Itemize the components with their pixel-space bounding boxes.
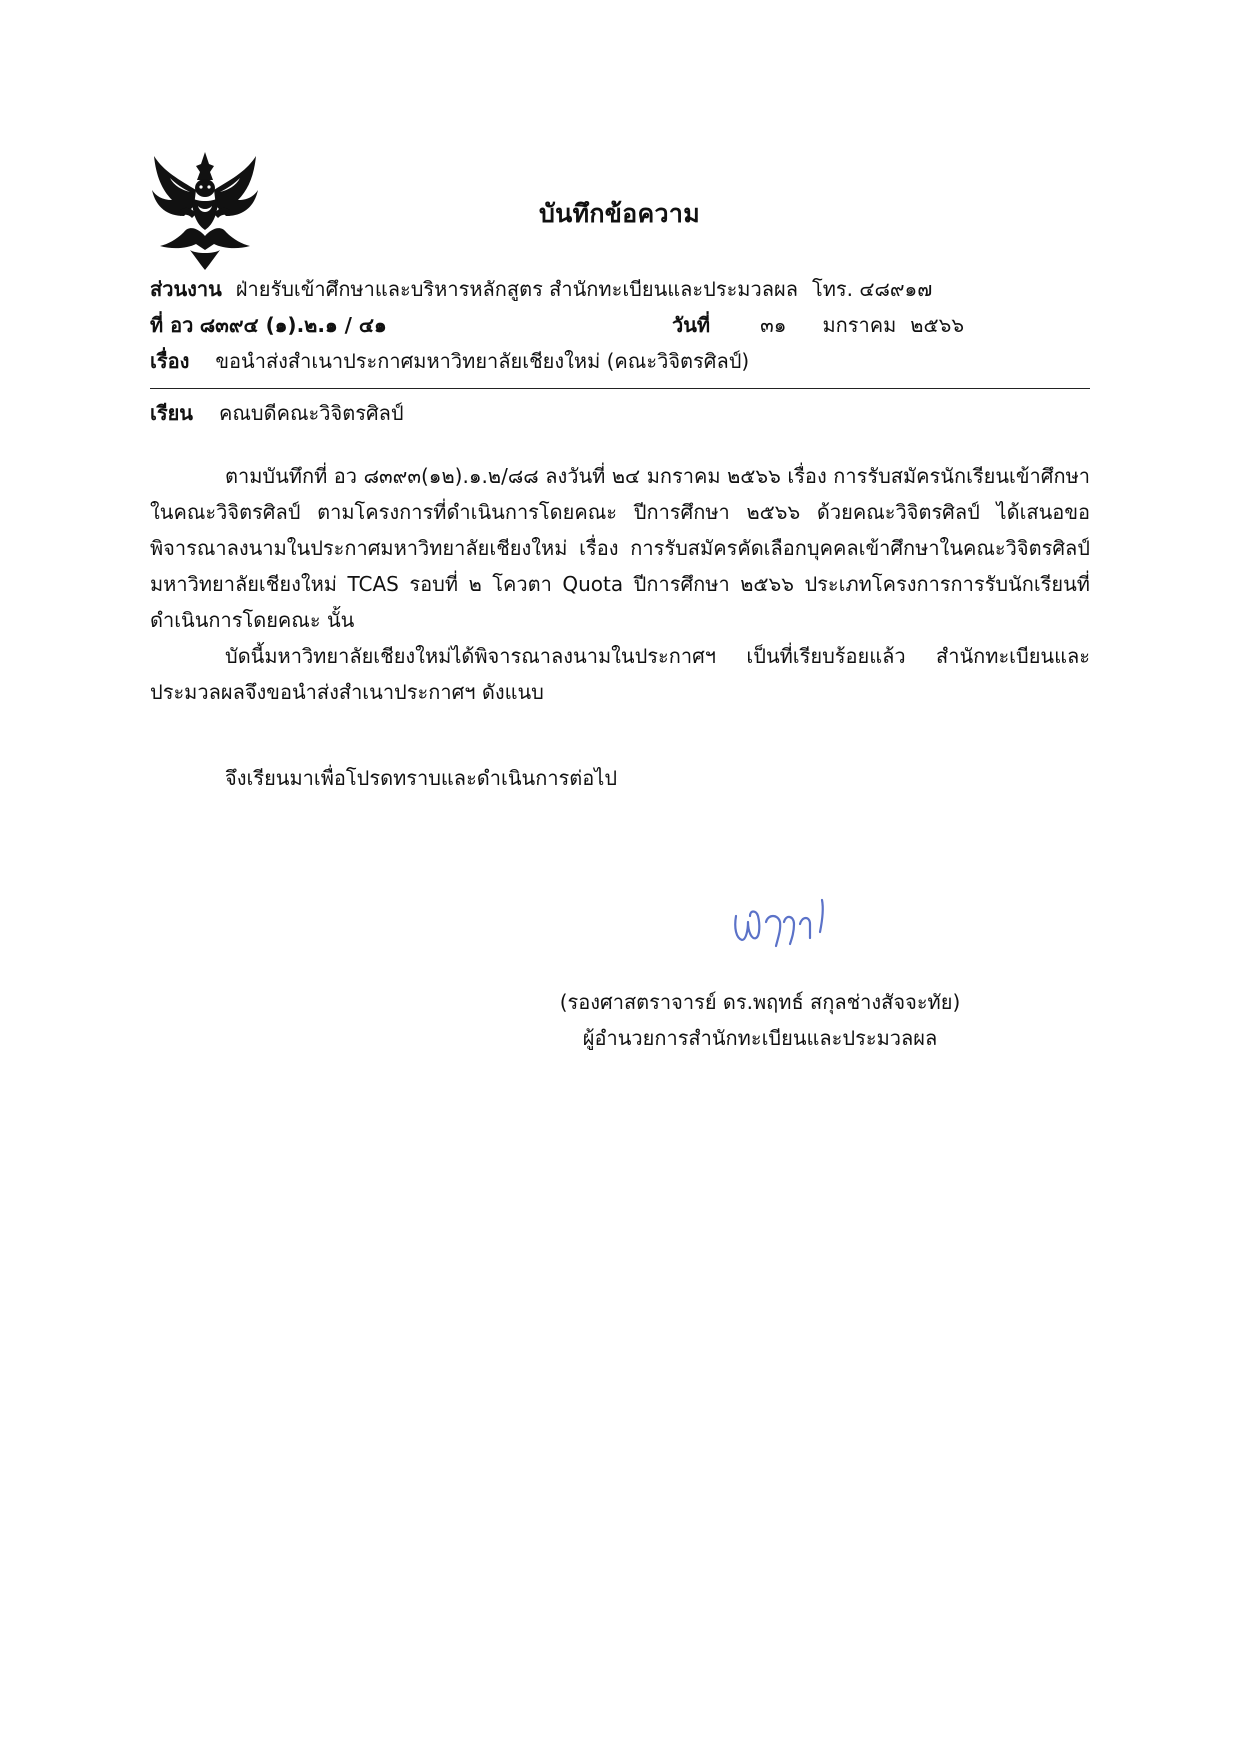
body-paragraph-1: ตามบันทึกที่ อว ๘๓๙๓(๑๒).๑.๒/๘๘ ลงวันที่ ๒๔ มกราคม ๒๕๖๖ เรื่อง การรับสมัครนักเรียนเข้าศึกษาในคณะวิจิตรศิลป์ ตามโครงการที่ดำเนินการโดยคณะ ปีการศึกษา ๒๕๖๖ ด้วยคณะวิจิตรศิลป์ ได้เสนอขอพิจารณาลงนามในประกาศมหาวิทยาลัยเชียงใหม่ เรื่อง การรับสมัครคัดเลือกบุคคลเข้าศึกษาในคณะวิจิตรศิลป์ มหาวิทยาลัยเชียงใหม่ TCAS รอบที่ ๒ โควตา Quota ปีการศึกษา ๒๕๖๖ ประเภทโครงการการรับนักเรียนที่ดำเนินการโดยคณะ นั้น xyxy=(150,464,1090,632)
header-divider xyxy=(150,388,1090,389)
signatory-position: ผู้อำนวยการสำนักทะเบียนและประมวลผล xyxy=(582,1026,938,1050)
subject-value: ขอนำส่งสำเนาประกาศมหาวิทยาลัยเชียงใหม่ (คณะวิจิตรศิลป์) xyxy=(215,349,750,373)
reference-value: ๘๓๙๔ (๑).๒.๑ / ๔๑ xyxy=(199,313,387,337)
date-label: วันที่ xyxy=(672,313,711,337)
addressee-label: เรียน xyxy=(150,401,193,425)
phone-value: ๔๘๙๑๗ xyxy=(859,277,933,301)
page-title: บันทึกข้อความ xyxy=(539,199,700,228)
reference-label: ที่ อว xyxy=(150,313,194,337)
body-paragraph-2: บัดนี้มหาวิทยาลัยเชียงใหม่ได้พิจารณาลงนามในประกาศฯ เป็นที่เรียบร้อยแล้ว สำนักทะเบียนและประมวลผลจึงขอนำส่งสำเนาประกาศฯ ดังแนบ xyxy=(150,644,1090,704)
subject-line xyxy=(150,346,749,376)
phone-label: โทร. xyxy=(811,277,853,301)
subject-label: เรื่อง xyxy=(150,349,190,373)
date-day: ๓๑ xyxy=(760,313,787,337)
date-line xyxy=(672,310,964,340)
date-year: ๒๕๖๖ xyxy=(910,313,965,337)
addressee-line xyxy=(150,398,404,428)
handwritten-signature xyxy=(730,888,840,958)
closing-line: จึงเรียนมาเพื่อโปรดทราบและดำเนินการต่อไป xyxy=(225,766,618,790)
date-month: มกราคม xyxy=(822,313,897,337)
signatory-name: (รองศาสตราจารย์ ดร.พฤทธ์ สกุลช่างสัจจะทัย) xyxy=(559,990,961,1014)
addressee-value: คณบดีคณะวิจิตรศิลป์ xyxy=(218,401,404,425)
department-line xyxy=(150,274,932,304)
reference-line xyxy=(150,310,387,340)
department-label: ส่วนงาน xyxy=(150,277,222,301)
department-value: ฝ่ายรับเข้าศึกษาและบริหารหลักสูตร สำนักทะเบียนและประมวลผล xyxy=(235,277,798,301)
